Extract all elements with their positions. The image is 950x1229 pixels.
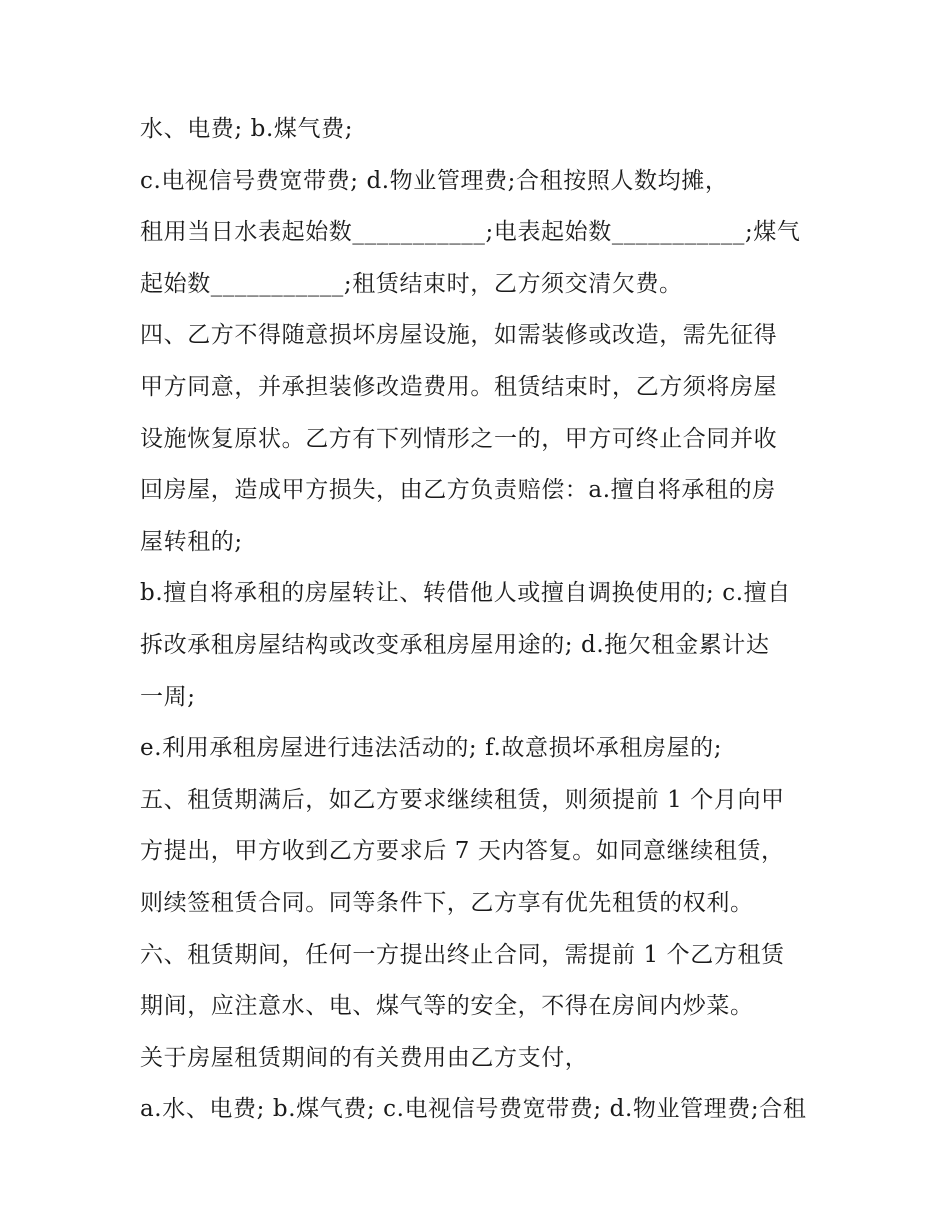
text-line: a.水、电费; b.煤气费; c.电视信号费宽带费; d.物业管理费;合租 bbox=[140, 1096, 807, 1123]
text-line: e.利用承租房屋进行违法活动的; f.故意损坏承租房屋的; bbox=[140, 735, 723, 762]
text-line: c.电视信号费宽带费; d.物业管理费;合租按照人数均摊， bbox=[140, 167, 729, 194]
text-line: b.擅自将承租的房屋转让、转借他人或擅自调换使用的; c.擅自 bbox=[140, 580, 791, 607]
text-line: 屋转租的; bbox=[140, 528, 243, 555]
text-line: 关于房屋租赁期间的有关费用由乙方支付， bbox=[140, 1044, 589, 1071]
text-line: 起始数___________;租赁结束时，乙方须交清欠费。 bbox=[140, 270, 683, 297]
text-line: 设施恢复原状。乙方有下列情形之一的，甲方可终止合同并收 bbox=[140, 425, 778, 452]
text-line: 水、电费; b.煤气费; bbox=[140, 116, 354, 142]
text-line: 甲方同意，并承担装修改造费用。租赁结束时，乙方须将房屋 bbox=[140, 373, 778, 400]
text-line: 拆改承租房屋结构或改变承租房屋用途的; d.拖欠租金累计达 bbox=[140, 631, 770, 658]
text-line: 方提出，甲方收到乙方要求后 7 天内答复。如同意继续租赁， bbox=[140, 838, 785, 865]
text-line: 四、乙方不得随意损坏房屋设施，如需装修或改造，需先征得 bbox=[140, 322, 778, 349]
document-body bbox=[140, 108, 820, 1140]
text-line: 五、租赁期满后，如乙方要求继续租赁，则须提前 1 个月向甲 bbox=[140, 786, 785, 813]
text-line: 六、租赁期间，任何一方提出终止合同，需提前 1 个乙方租赁 bbox=[140, 941, 785, 968]
text-line: 期间，应注意水、电、煤气等的安全，不得在房间内炒菜。 bbox=[140, 993, 754, 1020]
text-line: 则续签租赁合同。同等条件下，乙方享有优先租赁的权利。 bbox=[140, 889, 754, 916]
text-line: 租用当日水表起始数___________;电表起始数___________;煤气 bbox=[140, 219, 801, 246]
text-line: 一周; bbox=[140, 683, 196, 710]
text-line: 回房屋，造成甲方损失，由乙方负责赔偿：a.擅自将承租的房 bbox=[140, 477, 776, 504]
